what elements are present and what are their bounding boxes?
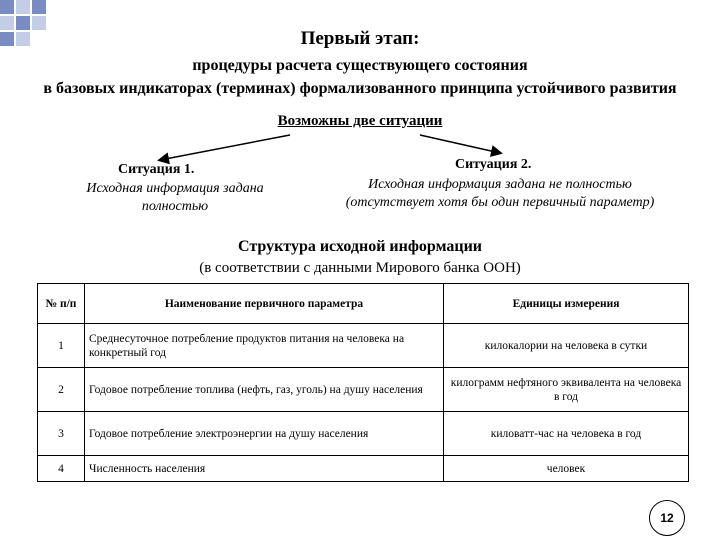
subtitle-line-2: в базовых индикаторах (терминах) формализованного принципа устойчивого развития	[43, 80, 677, 97]
table-row	[38, 412, 689, 456]
row-unit: киловатт-час на человека в год	[444, 412, 689, 456]
structure-subtitle: (в соответствии с данными Мирового банка ООН)	[199, 260, 521, 276]
situation-2-title: Ситуация 2.	[455, 157, 532, 172]
situation-1-description: Исходная информация задана полностью	[86, 181, 264, 214]
table-row	[38, 324, 689, 368]
row-num: 3	[38, 412, 85, 456]
situation-2-description: Исходная информация задана не полностью (отсутствует хотя бы один первичный параметр)	[345, 177, 655, 210]
row-num: 2	[38, 368, 85, 412]
subtitle-line-1: процедуры расчета существующего состояния	[192, 57, 528, 74]
arrow-left	[160, 135, 290, 160]
row-name: Годовое потребление электроэнергии на душу населения	[85, 412, 444, 456]
row-name: Численность населения	[85, 456, 444, 482]
row-unit: человек	[444, 456, 689, 482]
arrow-right	[420, 135, 500, 153]
situations-heading-text: Возможны две ситуации	[277, 113, 443, 129]
header-unit: Единицы измерения	[444, 284, 689, 324]
parameters-table	[37, 283, 689, 482]
header-name: Наименование первичного параметра	[85, 284, 444, 324]
structure-title: Структура исходной информации	[237, 238, 483, 255]
table-header-row	[38, 284, 689, 324]
row-num: 4	[38, 456, 85, 482]
page-number-badge: 12	[649, 500, 685, 536]
header-num: № п/п	[38, 284, 85, 324]
row-unit: килокалории на человека в сутки	[444, 324, 689, 368]
page-title: Первый этап:	[300, 28, 420, 49]
row-name: Годовое потребление топлива (нефть, газ, уголь) на душу населения	[85, 368, 444, 412]
row-unit: килограмм нефтяного эквивалента на человека в год	[444, 368, 689, 412]
table-row	[38, 368, 689, 412]
table-row	[38, 456, 689, 482]
row-name: Среднесуточное потребление продуктов питания на человека на конкретный год	[85, 324, 444, 368]
situation-1-title: Ситуация 1.	[118, 162, 195, 177]
row-num: 1	[38, 324, 85, 368]
